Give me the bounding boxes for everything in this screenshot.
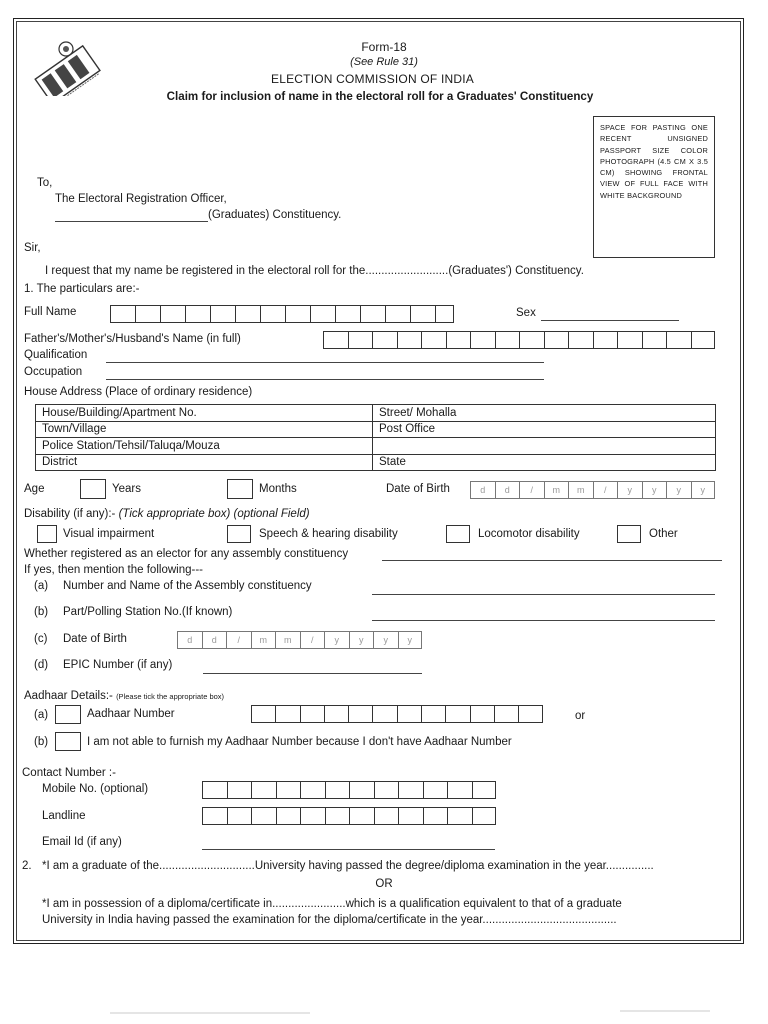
address-cell[interactable]: State xyxy=(373,454,716,471)
table-row xyxy=(36,405,716,422)
relation-name-boxes[interactable] xyxy=(323,331,715,349)
commission-title: ELECTION COMMISSION OF INDIA xyxy=(271,72,474,86)
address-cell[interactable]: Police Station/Tehsil/Taluqa/Mouza xyxy=(36,438,373,455)
dob-cell: y xyxy=(349,631,374,649)
dob-cell: m xyxy=(568,481,593,499)
constituency-label: (Graduates) Constituency. xyxy=(208,209,342,221)
dob-cell: d xyxy=(495,481,520,499)
aadhaar-label: Aadhaar Details:- (Please tick the appropriate box) xyxy=(24,690,225,702)
aadhaar-number-checkbox[interactable] xyxy=(55,705,81,724)
aadhaar-number-label: Aadhaar Number xyxy=(87,708,175,720)
photo-box: SPACE FOR PASTING ONE RECENT UNSIGNED PASSPORT SIZE COLOR PHOTOGRAPH (4.5 CM X 3.5 CM) SHOWING FRONTAL VIEW OF FULL FACE WITH WHITE BACKGROUND xyxy=(593,116,715,258)
table-row xyxy=(36,454,716,471)
request-text: I request that my name be registered in the electoral roll for the..........................(Graduates') Constituency. xyxy=(45,265,584,277)
address-cell[interactable]: Street/ Mohalla xyxy=(373,405,716,422)
dob-cell: y xyxy=(691,481,716,499)
disability-hint: (Tick appropriate box) (optional Field) xyxy=(118,508,310,520)
disability-option: Visual impairment xyxy=(63,528,155,540)
house-address-label: House Address (Place of ordinary residence) xyxy=(24,386,253,398)
officer-label: The Electoral Registration Officer, xyxy=(55,193,227,205)
full-name-label: Full Name xyxy=(24,306,77,318)
disability-option: Speech & hearing disability xyxy=(259,528,398,540)
assembly-constituency-label: Number and Name of the Assembly constituency xyxy=(63,580,312,592)
graduate-line-1: *I am a graduate of the..............................University having passed the degree/diploma examination in the year............... xyxy=(42,860,654,872)
dob-cell: d xyxy=(470,481,495,499)
assembly-question: Whether registered as an elector for any assembly constituency xyxy=(24,548,349,560)
address-table xyxy=(35,404,716,471)
no-aadhaar-checkbox[interactable] xyxy=(55,732,81,751)
dob-cell: m xyxy=(251,631,276,649)
item-key: (a) xyxy=(34,580,49,592)
particulars-heading: 1. The particulars are:- xyxy=(24,283,140,295)
scan-artifact xyxy=(620,1010,710,1012)
dob-boxes[interactable] xyxy=(470,481,715,499)
dob-cell: y xyxy=(373,631,398,649)
assembly-dob-boxes[interactable] xyxy=(177,631,422,649)
dob-cell: d xyxy=(202,631,227,649)
assembly-dob-label: Date of Birth xyxy=(63,633,127,645)
dob-cell: y xyxy=(324,631,349,649)
landline-label: Landline xyxy=(42,810,86,822)
sex-label: Sex xyxy=(516,307,536,319)
dob-label: Date of Birth xyxy=(386,483,450,495)
years-label: Years xyxy=(112,483,141,495)
form-number: Form-18 xyxy=(361,40,407,54)
dob-cell: y xyxy=(666,481,691,499)
disability-option: Other xyxy=(649,528,678,540)
constituency-blank[interactable] xyxy=(55,221,208,222)
dob-cell: m xyxy=(275,631,300,649)
to-label: To, xyxy=(37,177,53,189)
no-aadhaar-label: I am not able to furnish my Aadhaar Number because I don't have Aadhaar Number xyxy=(87,736,512,748)
address-cell[interactable]: House/Building/Apartment No. xyxy=(36,405,373,422)
email-field[interactable] xyxy=(202,849,495,850)
qualification-field[interactable] xyxy=(106,362,544,363)
polling-station-field[interactable] xyxy=(372,620,715,621)
address-cell[interactable]: Town/Village xyxy=(36,421,373,438)
form-subtitle: Claim for inclusion of name in the electoral roll for a Graduates' Constituency xyxy=(166,90,594,103)
assembly-constituency-field[interactable] xyxy=(372,594,715,595)
scan-artifact xyxy=(110,1012,310,1014)
relation-name-label: Father's/Mother's/Husband's Name (in full) xyxy=(24,333,241,345)
graduate-or: OR xyxy=(375,878,393,890)
months-label: Months xyxy=(259,483,297,495)
graduate-line-2: *I am in possession of a diploma/certificate in.......................which is a qualification equivalent to that of a graduate xyxy=(42,898,622,910)
table-row xyxy=(36,438,716,455)
occupation-field[interactable] xyxy=(106,379,544,380)
disability-label: Disability (if any):- (Tick appropriate box) (optional Field) xyxy=(24,508,310,520)
address-cell[interactable]: Post Office xyxy=(373,421,716,438)
dob-cell: / xyxy=(593,481,618,499)
item-key: (c) xyxy=(34,633,48,645)
full-name-boxes[interactable] xyxy=(110,305,454,323)
mobile-label: Mobile No. (optional) xyxy=(42,783,149,795)
other-checkbox[interactable] xyxy=(617,525,641,543)
dob-cell: / xyxy=(226,631,251,649)
dob-cell: y xyxy=(617,481,642,499)
age-years-box[interactable] xyxy=(80,479,106,499)
dob-cell: / xyxy=(519,481,544,499)
age-months-box[interactable] xyxy=(227,479,253,499)
rule-reference: (See Rule 31) xyxy=(350,56,418,68)
address-cell[interactable]: District xyxy=(36,454,373,471)
graduate-number: 2. xyxy=(22,860,32,872)
visual-impairment-checkbox[interactable] xyxy=(37,525,57,543)
item-key: (a) xyxy=(34,709,49,721)
assembly-answer-field[interactable] xyxy=(382,560,722,561)
address-cell[interactable] xyxy=(373,438,716,455)
qualification-label: Qualification xyxy=(24,349,88,361)
dob-cell: d xyxy=(177,631,202,649)
occupation-label: Occupation xyxy=(24,366,83,378)
dob-cell: m xyxy=(544,481,569,499)
dob-cell: y xyxy=(398,631,423,649)
disability-option: Locomotor disability xyxy=(478,528,580,540)
mobile-boxes[interactable] xyxy=(202,781,496,799)
speech-hearing-checkbox[interactable] xyxy=(227,525,251,543)
item-key: (b) xyxy=(34,736,49,748)
polling-station-label: Part/Polling Station No.(If known) xyxy=(63,606,233,618)
dob-cell: y xyxy=(642,481,667,499)
salutation: Sir, xyxy=(24,242,41,254)
aadhaar-note: (Please tick the appropriate box) xyxy=(116,692,225,701)
epic-field[interactable] xyxy=(203,673,422,674)
age-label: Age xyxy=(24,483,45,495)
graduate-line-3: University in India having passed the examination for the diploma/certificate in the year.......................................... xyxy=(42,914,617,926)
if-yes-label: If yes, then mention the following--- xyxy=(24,564,203,576)
item-key: (b) xyxy=(34,606,49,618)
or-label: or xyxy=(575,710,586,722)
epic-label: EPIC Number (if any) xyxy=(63,659,173,671)
locomotor-checkbox[interactable] xyxy=(446,525,470,543)
item-key: (d) xyxy=(34,659,49,671)
contact-label: Contact Number :- xyxy=(22,767,116,779)
dob-cell: / xyxy=(300,631,325,649)
landline-boxes[interactable] xyxy=(202,807,496,825)
email-label: Email Id (if any) xyxy=(42,836,122,848)
sex-field[interactable] xyxy=(541,320,679,321)
aadhaar-number-boxes[interactable] xyxy=(251,705,543,723)
table-row xyxy=(36,421,716,438)
